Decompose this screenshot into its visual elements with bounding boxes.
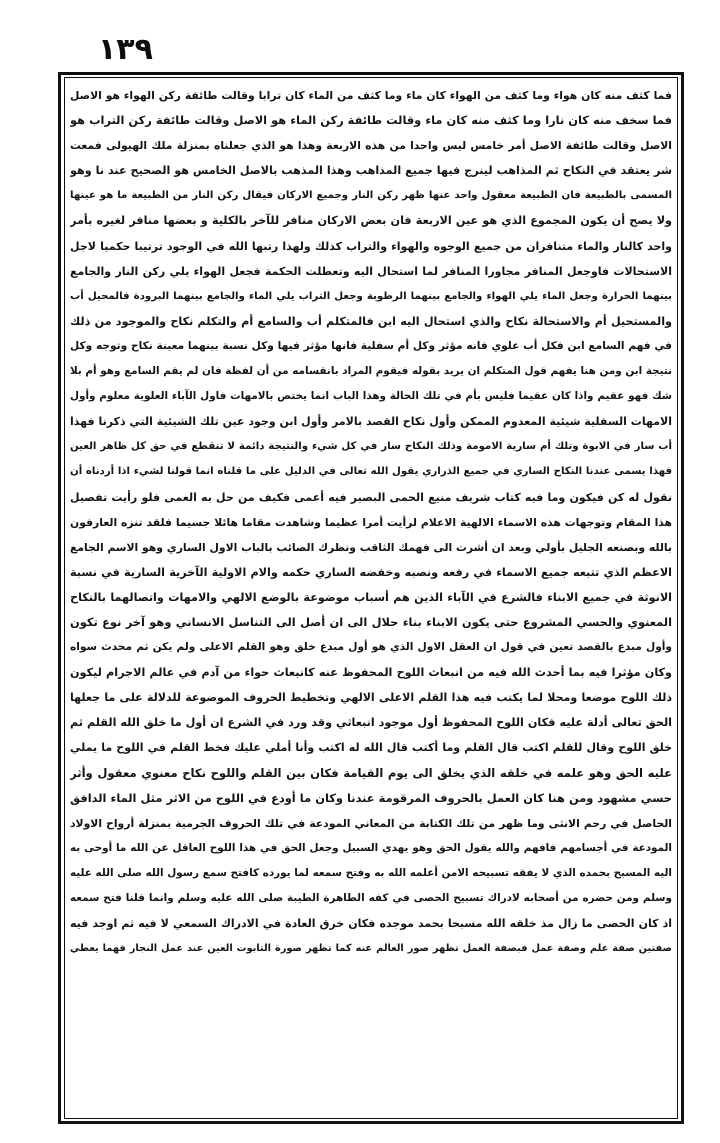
text-line: والمستحيل أم والاستحالة نكاح والذي استحال اليه ابن فالمتكلم أب والسامع أم والتكلم نكاح والموجود من ذلك <box>70 314 672 328</box>
text-line: الحق تعالى أدلة عليه فكان اللوح المحفوظ أول موجود انبعاثي وقد ورد في الشرع ان أول ما خلق الله القلم ثم <box>70 716 672 730</box>
text-line: وكان مؤثرا فيه بما أحدث الله فيه من انبعاث اللوح المحفوظ عنه كانبعاث حواء من آدم في عالم الاجرام ليكون <box>70 666 672 680</box>
text-line: الاعظم الذي تتبعه جميع الاسماء في رفعه ونصبه وخفضه الساري حكمه والام الاولية الآخرية السارية في نسبة <box>70 565 672 579</box>
text-line: المودعة في أجسامهم فافهم والله يقول الحق وهو يهدي السبيل وجعل الحق في هذا اللوح العاقل عن الله ما أوحى به <box>70 841 672 854</box>
text-line: بالله وبصنعه الجليل بأولي وبعد ان أشرت الى فهمك الثاقب ونظرك الصائب بالباب الاول الساري وهو الاسم الجامع <box>70 540 672 554</box>
text-line: في فهم السامع ابن فكل أب علوي فانه مؤثر وكل أم سفلية فانها مؤثر فيها وكل نسبة بينهما معينة نكاح وتوجه وكل <box>70 339 672 352</box>
text-line: نتيجة ابن ومن هنا يفهم قول المتكلم ان يريد بقوله فيقوم المراد بانقسامه من أن لفظة فان لم يقم السامع وهو أم بلا <box>70 365 672 378</box>
text-line: فما سخف منه كان نارا وما كثف منه كان ماء وقالت طائفة ركن الماء هو الاصل وقالت طائفة ركن التراب هو <box>70 113 672 128</box>
text-line: اذ كان الحصى ما زال مذ خلقه الله مسبحا بحمد موجده فكان خرق العادة في الادراك السمعي لا فيه ثم اوجد فيه <box>70 917 672 931</box>
text-line: بينهما الحرارة وجعل الماء يلي الهواء والجامع بينهما الرطوبة وجعل التراب يلي الماء والجامع بينهما البرودة فالمحيل أب <box>70 290 672 302</box>
text-line: ذلك اللوح موضعا ومحلا لما يكتب فيه هذا القلم الاعلى الالهي وتخطيط الحروف الموضوعة للدلالة على ما جعلها <box>70 691 672 705</box>
text-line: شك فهو عقيم واذا كان عقيما فليس بأم في تلك الحالة وهذا الباب انما يختص بالامهات فاول الآباء العلوية معلوم وأول <box>70 390 672 403</box>
text-line: حسي مشهود ومن هنا كان العمل بالحروف المرقومة عندنا وكان ما أودع في اللوح من الاثر مثل الماء الدافق <box>70 790 672 805</box>
text-line: وسلم ومن حضره من أصحابه لادراك تسبيح الحصى في كفه الطاهرة الطيبة صلى الله عليه وسلم وانما قلنا فتح سمعه <box>70 892 672 904</box>
text-line: نقول له كن فيكون وما فيه كتاب شريف منيع الحمى البصير فيه أعمى فكيف من حل به العمى فلو رأيت تفصيل <box>70 490 672 504</box>
text-line: الاستحالات فاوجعل المنافر مجاورا المنافر لما استحال اليه وتعطلت الحكمة فجعل الهواء يلي ركن النار والجامع <box>70 264 672 278</box>
text-line: عليه الحق وهو علمه في خلقه الذي يخلق الى يوم القيامة فكان بين القلم واللوح نكاح معنوي معقول وأثر <box>70 765 672 780</box>
text-line: فما كثف منه كان هواء وما كثف من الهواء كان ماء وما كثف من الماء كان ترابا وقالت طائفة ركن الهواء هو الاصل <box>70 89 672 102</box>
text-line: المعنوي والحسي المشروع حتى يكون الابناء بناء حلال الى ان أصل الى التناسل الانساني وهو آخر نوع تكون <box>70 614 672 629</box>
text-line: هذا المقام وتوجهات هذه الاسماء الالهية الاعلام لرأيت أمرا عظيما وشاهدت مقاما هائلا جسيما فلقد تنزه العارفون <box>70 515 672 529</box>
text-line: اليه المسبح بحمده الذي لا يفقه تسبيحه الامن أعلمه الله به وفتح سمعه لما يورده كافتح سمع رسول الله صلى الله عليه <box>70 866 672 879</box>
text-line: المسمى بالطبيعة فان الطبيعة معقول واحد عنها ظهر ركن النار وجميع الاركان فيقال ركن النار من الطبيعة ما هو عينها <box>70 190 672 202</box>
text-line: واحد كالنار والماء متنافران من جميع الوجوه والهواء والتراب كذلك ولهذا رتبها الله في الوجود ترتيبا حكميا لاجل <box>70 239 672 253</box>
text-line: الامهات السفلية شيئية المعدوم الممكن وأول نكاح القصد بالامر وأول ابن وجود عين تلك الشيئية التي ذكرنا فهذا <box>70 415 672 429</box>
text-line: أب سار في الابوة وتلك أم سارية الامومة وذلك النكاح سار في كل شيء والنتيجة دائمة لا تنقطع في حق كل ظاهر العين <box>70 441 672 453</box>
text-line: شر يعتقد في النكاح ثم المذاهب لينرج فيها جميع المذاهب وهذا المذهب بالاصل الخامس هو الصحيح عند نا وهو <box>70 164 672 178</box>
page-number: ١٣٩ <box>98 32 153 67</box>
text-line: خلق اللوح وقال للقلم اكتب قال القلم وما أكتب قال الله له اكتب وأنا أملي عليك فخط القلم في اللوح ما يملي <box>70 741 672 755</box>
arabic-text-block <box>70 83 672 1113</box>
text-line: وأول مبدع بالقصد تعين في قول ان العقل الاول الذي هو أول مبدع خلق وهو القلم الاعلى ولم يكن ثم محدث سواه <box>70 641 672 654</box>
text-line: الانوثة في جميع الابناء فالشرع في الآباء الذين هم أسباب موضوعة بالوضع الالهي والامهات واتصالهما بالنكاح <box>70 590 672 604</box>
text-line: الحاصل في رحم الانثى وما ظهر من تلك الكتابة من المعاني المودعة في تلك الحروف الجرمية بمنزلة أرواح الاولاد <box>70 816 672 830</box>
text-line: ولا يصح أن يكون المجموع الذي هو عين الاربعة فان بعض الاركان منافر للآخر بالكلية و بعضها منافر لغيره بأمر <box>70 214 672 228</box>
text-line: صفتين صفة علم وصفة عمل فبصفة العمل تظهر صور العالم عنه كما تظهر صورة التابوت العين عند عمل النجار فهما يعطي <box>70 943 672 955</box>
text-line: فهذا يسمى عندنا النكاح الساري في جميع الذراري يقول الله تعالى في الدليل على ما قلناه انما قولنا لشيء اذا أردناه أن <box>70 466 672 478</box>
text-line: الاصل وقالت طائفة الاصل أمر خامس ليس واحدا من هذه الاربعة وهذا هو الذي جعلناه بمنزلة ملك الهيولى فمعت <box>70 139 672 153</box>
